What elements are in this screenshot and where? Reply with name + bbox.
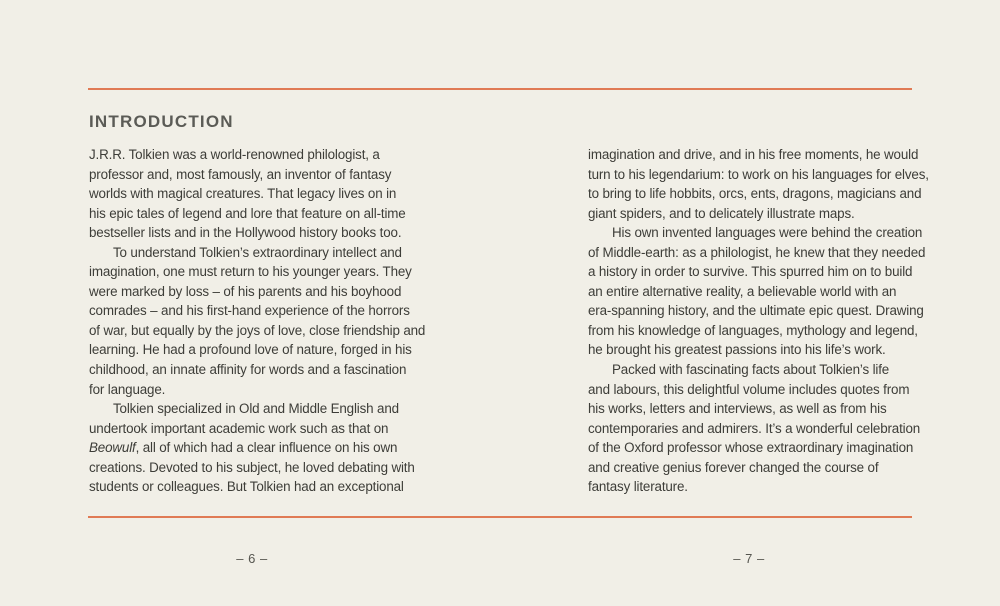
text-line: era-spanning history, and the ultimate epic quest. Drawing: [588, 303, 924, 319]
text-line: learning. He had a profound love of nature, forged in his: [89, 342, 412, 358]
text-line: J.R.R. Tolkien was a world-renowned philologist, a: [89, 147, 380, 162]
text-line: students or colleagues. But Tolkien had an exceptional: [89, 479, 404, 495]
text-line: an entire alternative reality, a believable world with an: [588, 283, 897, 299]
text-line: imagination, one must return to his younger years. They: [89, 264, 412, 280]
text-line: from his knowledge of languages, mythology and legend,: [588, 322, 918, 338]
text-line: contemporaries and admirers. It’s a wonderful celebration: [588, 420, 921, 436]
text-line: to bring to life hobbits, orcs, ents, dragons, magicians and: [588, 186, 922, 202]
text-line: his epic tales of legend and lore that feature on all-time: [89, 205, 406, 221]
text-line: creations. Devoted to his subject, he loved debating with: [89, 459, 415, 475]
text-line: for language.: [89, 381, 166, 397]
text-line: imagination and drive, and in his free moments, he would: [588, 147, 919, 162]
text-line: To understand Tolkien’s extraordinary intellect and: [113, 244, 402, 260]
top-rule: [88, 88, 912, 90]
text-line: undertook important academic work such as that on: [89, 420, 389, 436]
text-line: and creative genius forever changed the course of: [588, 459, 879, 475]
section-heading: INTRODUCTION: [89, 112, 234, 131]
text-line: fantasy literature.: [588, 479, 688, 495]
text-line: a history in order to survive. This spurred him on to build: [588, 264, 913, 280]
text-line: were marked by loss – of his parents and his boyhood: [89, 283, 402, 299]
text-line: of the Oxford professor whose extraordinary imagination: [588, 440, 914, 456]
text-line: [89, 438, 419, 458]
book-title-beowulf: Beowulf: [89, 440, 136, 456]
text-line: childhood, an innate affinity for words and a fascination: [89, 362, 407, 378]
text-line: and labours, this delightful volume includes quotes from: [588, 381, 910, 397]
text-line: turn to his legendarium: to work on his languages for elves,: [588, 166, 929, 182]
text-line: giant spiders, and to delicately illustrate maps.: [588, 205, 855, 221]
right-column-text: [588, 145, 929, 497]
text-fragment: , all of which had a clear influence on his own: [135, 440, 398, 456]
text-line: bestseller lists and in the Hollywood history books too.: [89, 225, 402, 241]
text-line: he brought his greatest passions into his life’s work.: [588, 342, 886, 358]
bottom-rule: [88, 516, 912, 518]
page-number-left: – 6 –: [236, 551, 268, 566]
text-line: Tolkien specialized in Old and Middle English and: [113, 401, 399, 417]
text-line: of war, but equally by the joys of love, close friendship and: [89, 322, 426, 338]
text-line: worlds with magical creatures. That legacy lives on in: [89, 186, 397, 202]
left-column-text: [89, 145, 426, 497]
text-line: his works, letters and interviews, as well as from his: [588, 401, 887, 417]
page-number-right: – 7 –: [733, 551, 765, 566]
text-line: comrades – and his first-hand experience of the horrors: [89, 303, 410, 319]
text-line: professor and, most famously, an inventor of fantasy: [89, 166, 392, 182]
text-line: His own invented languages were behind the creation: [612, 225, 923, 241]
text-line: of Middle-earth: as a philologist, he knew that they needed: [588, 244, 926, 260]
text-line: Packed with fascinating facts about Tolkien’s life: [612, 362, 890, 378]
